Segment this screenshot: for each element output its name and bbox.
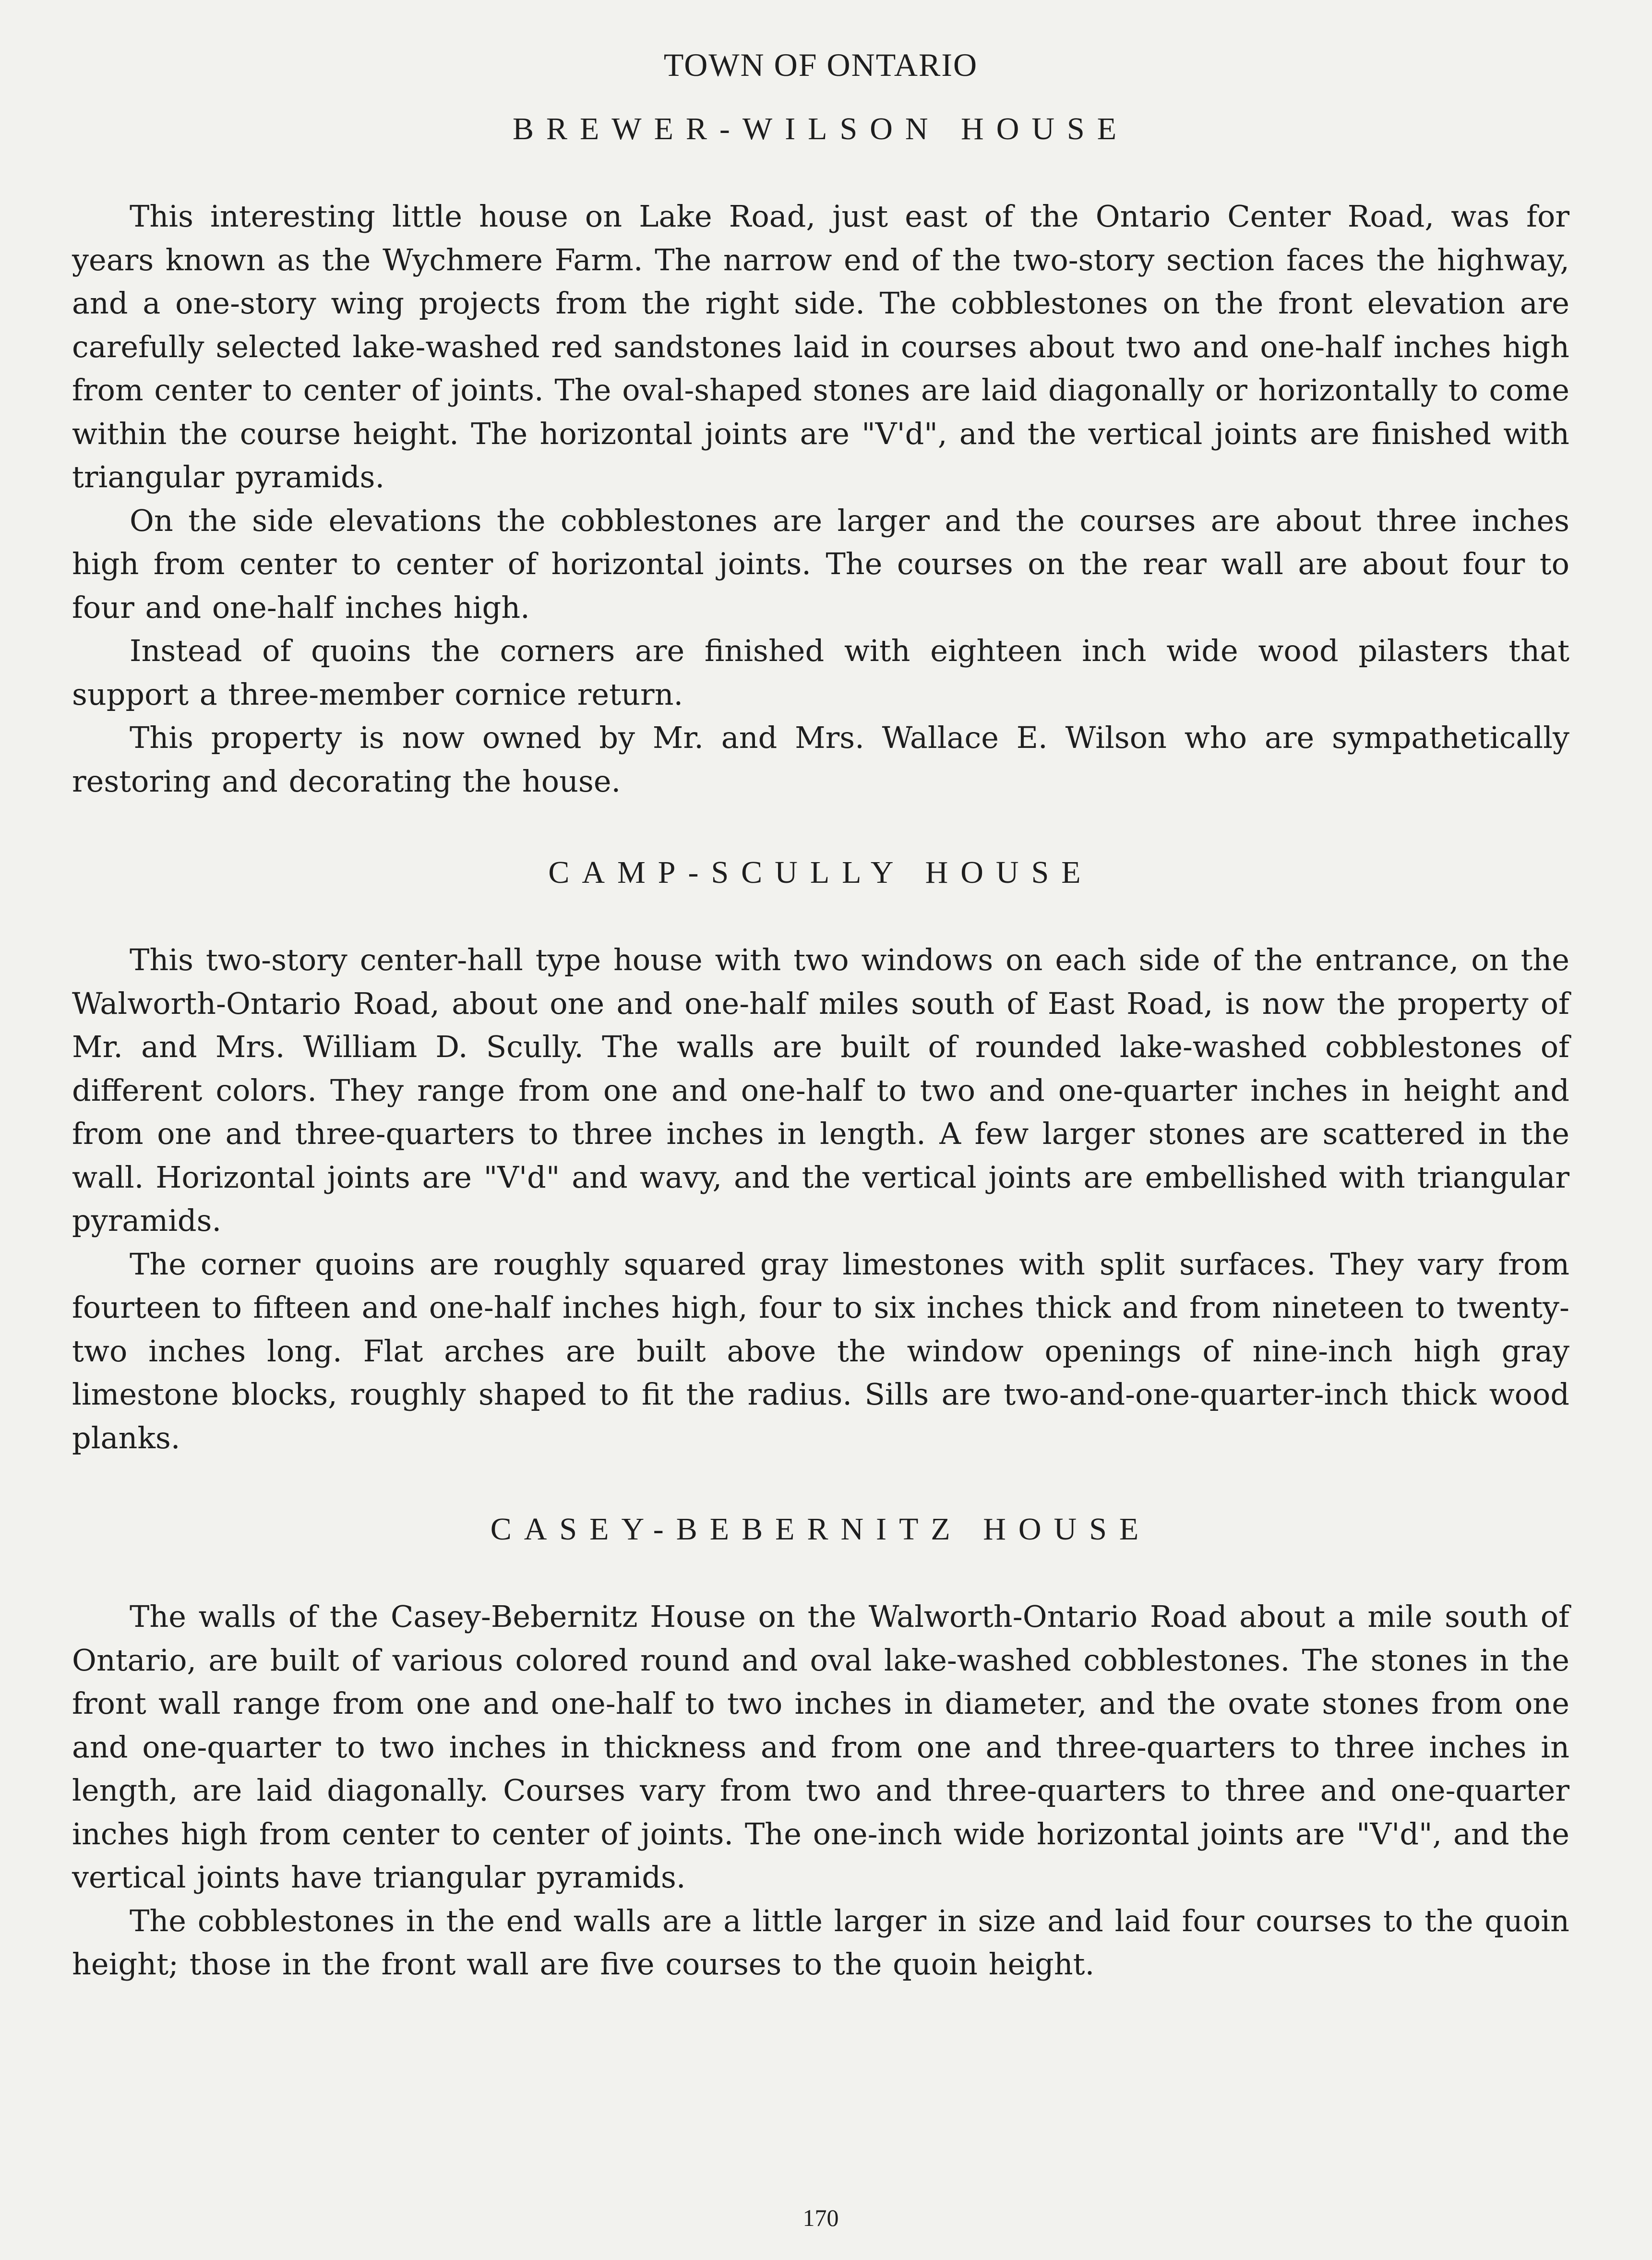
section-title: BREWER-WILSON HOUSE bbox=[512, 111, 1129, 146]
paragraph: The walls of the Casey-Bebernitz House on the Walworth-Ontario Road about a mile south of Ontario, are built of various colored round and oval lake-washed cobblestones. The stones in the front wall range from one and one-half to two inches in diameter, and the ovate stones from one and one-quarter to two inches in thickness and from one and three-quarters to three inches in length, are laid diagonally. Courses vary from two and three-quarters to three and one-quarter inches high from center to center of joints. The one-inch wide horizontal joints are "V'd", and the vertical joints have triangular pyramids. bbox=[72, 1599, 1569, 1895]
section-brewer-wilson bbox=[72, 108, 1569, 803]
paragraph: The corner quoins are roughly squared gray limestones with split surfaces. They vary from fourteen to fifteen and one-half inches high, four to six inches thick and from nineteen to twenty-two inches long. Flat arches are built above the window openings of nine-inch high gray limestone blocks, roughly shaped to fit the radius. Sills are two-and-one-quarter-inch thick wood planks. bbox=[72, 1246, 1569, 1455]
document-page bbox=[72, 43, 1569, 2232]
page-number: 170 bbox=[802, 2204, 839, 2231]
section-camp-scully bbox=[72, 851, 1569, 1460]
running-head: TOWN OF ONTARIO bbox=[663, 47, 978, 83]
paragraph: On the side elevations the cobblestones are larger and the courses are about three inches high from center to center of horizontal joints. The courses on the rear wall are about four to four and one-half inches high. bbox=[72, 503, 1569, 625]
paragraph: Instead of quoins the corners are finished with eighteen inch wide wood pilasters that support a three-member cornice return. bbox=[72, 633, 1569, 712]
paragraph: This interesting little house on Lake Road, just east of the Ontario Center Road, was for years known as the Wychmere Farm. The narrow end of the two-story section faces the highway, and a one-story wing projects from the right side. The cobblestones on the front elevation are carefully selected lake-washed red sandstones laid in courses about two and one-half inches high from center to center of joints. The oval-shaped stones are laid diagonally or horizontally to come within the course height. The horizontal joints are "V'd", and the vertical joints are finished with triangular pyramids. bbox=[72, 199, 1569, 494]
paragraph: This property is now owned by Mr. and Mrs. Wallace E. Wilson who are sympathetically restoring and decorating the house. bbox=[72, 720, 1569, 799]
paragraph: This two-story center-hall type house with two windows on each side of the entrance, on the Walworth-Ontario Road, about one and one-half miles south of East Road, is now the property of Mr. and Mrs. William D. Scully. The walls are built of rounded lake-washed cobblestones of different colors. They range from one and one-half to two and one-quarter inches in height and from one and three-quarters to three inches in length. A few larger stones are scattered in the wall. Horizontal joints are "V'd" and wavy, and the vertical joints are embellished with triangular pyramids. bbox=[72, 942, 1569, 1238]
section-casey-bebernitz bbox=[72, 1508, 1569, 1986]
section-title: CAMP-SCULLY HOUSE bbox=[548, 855, 1093, 890]
paragraph: The cobblestones in the end walls are a little larger in size and laid four courses to the quoin height; those in the front wall are five courses to the quoin height. bbox=[72, 1903, 1569, 1982]
section-title: CASEY-BEBERNITZ HOUSE bbox=[490, 1512, 1151, 1547]
